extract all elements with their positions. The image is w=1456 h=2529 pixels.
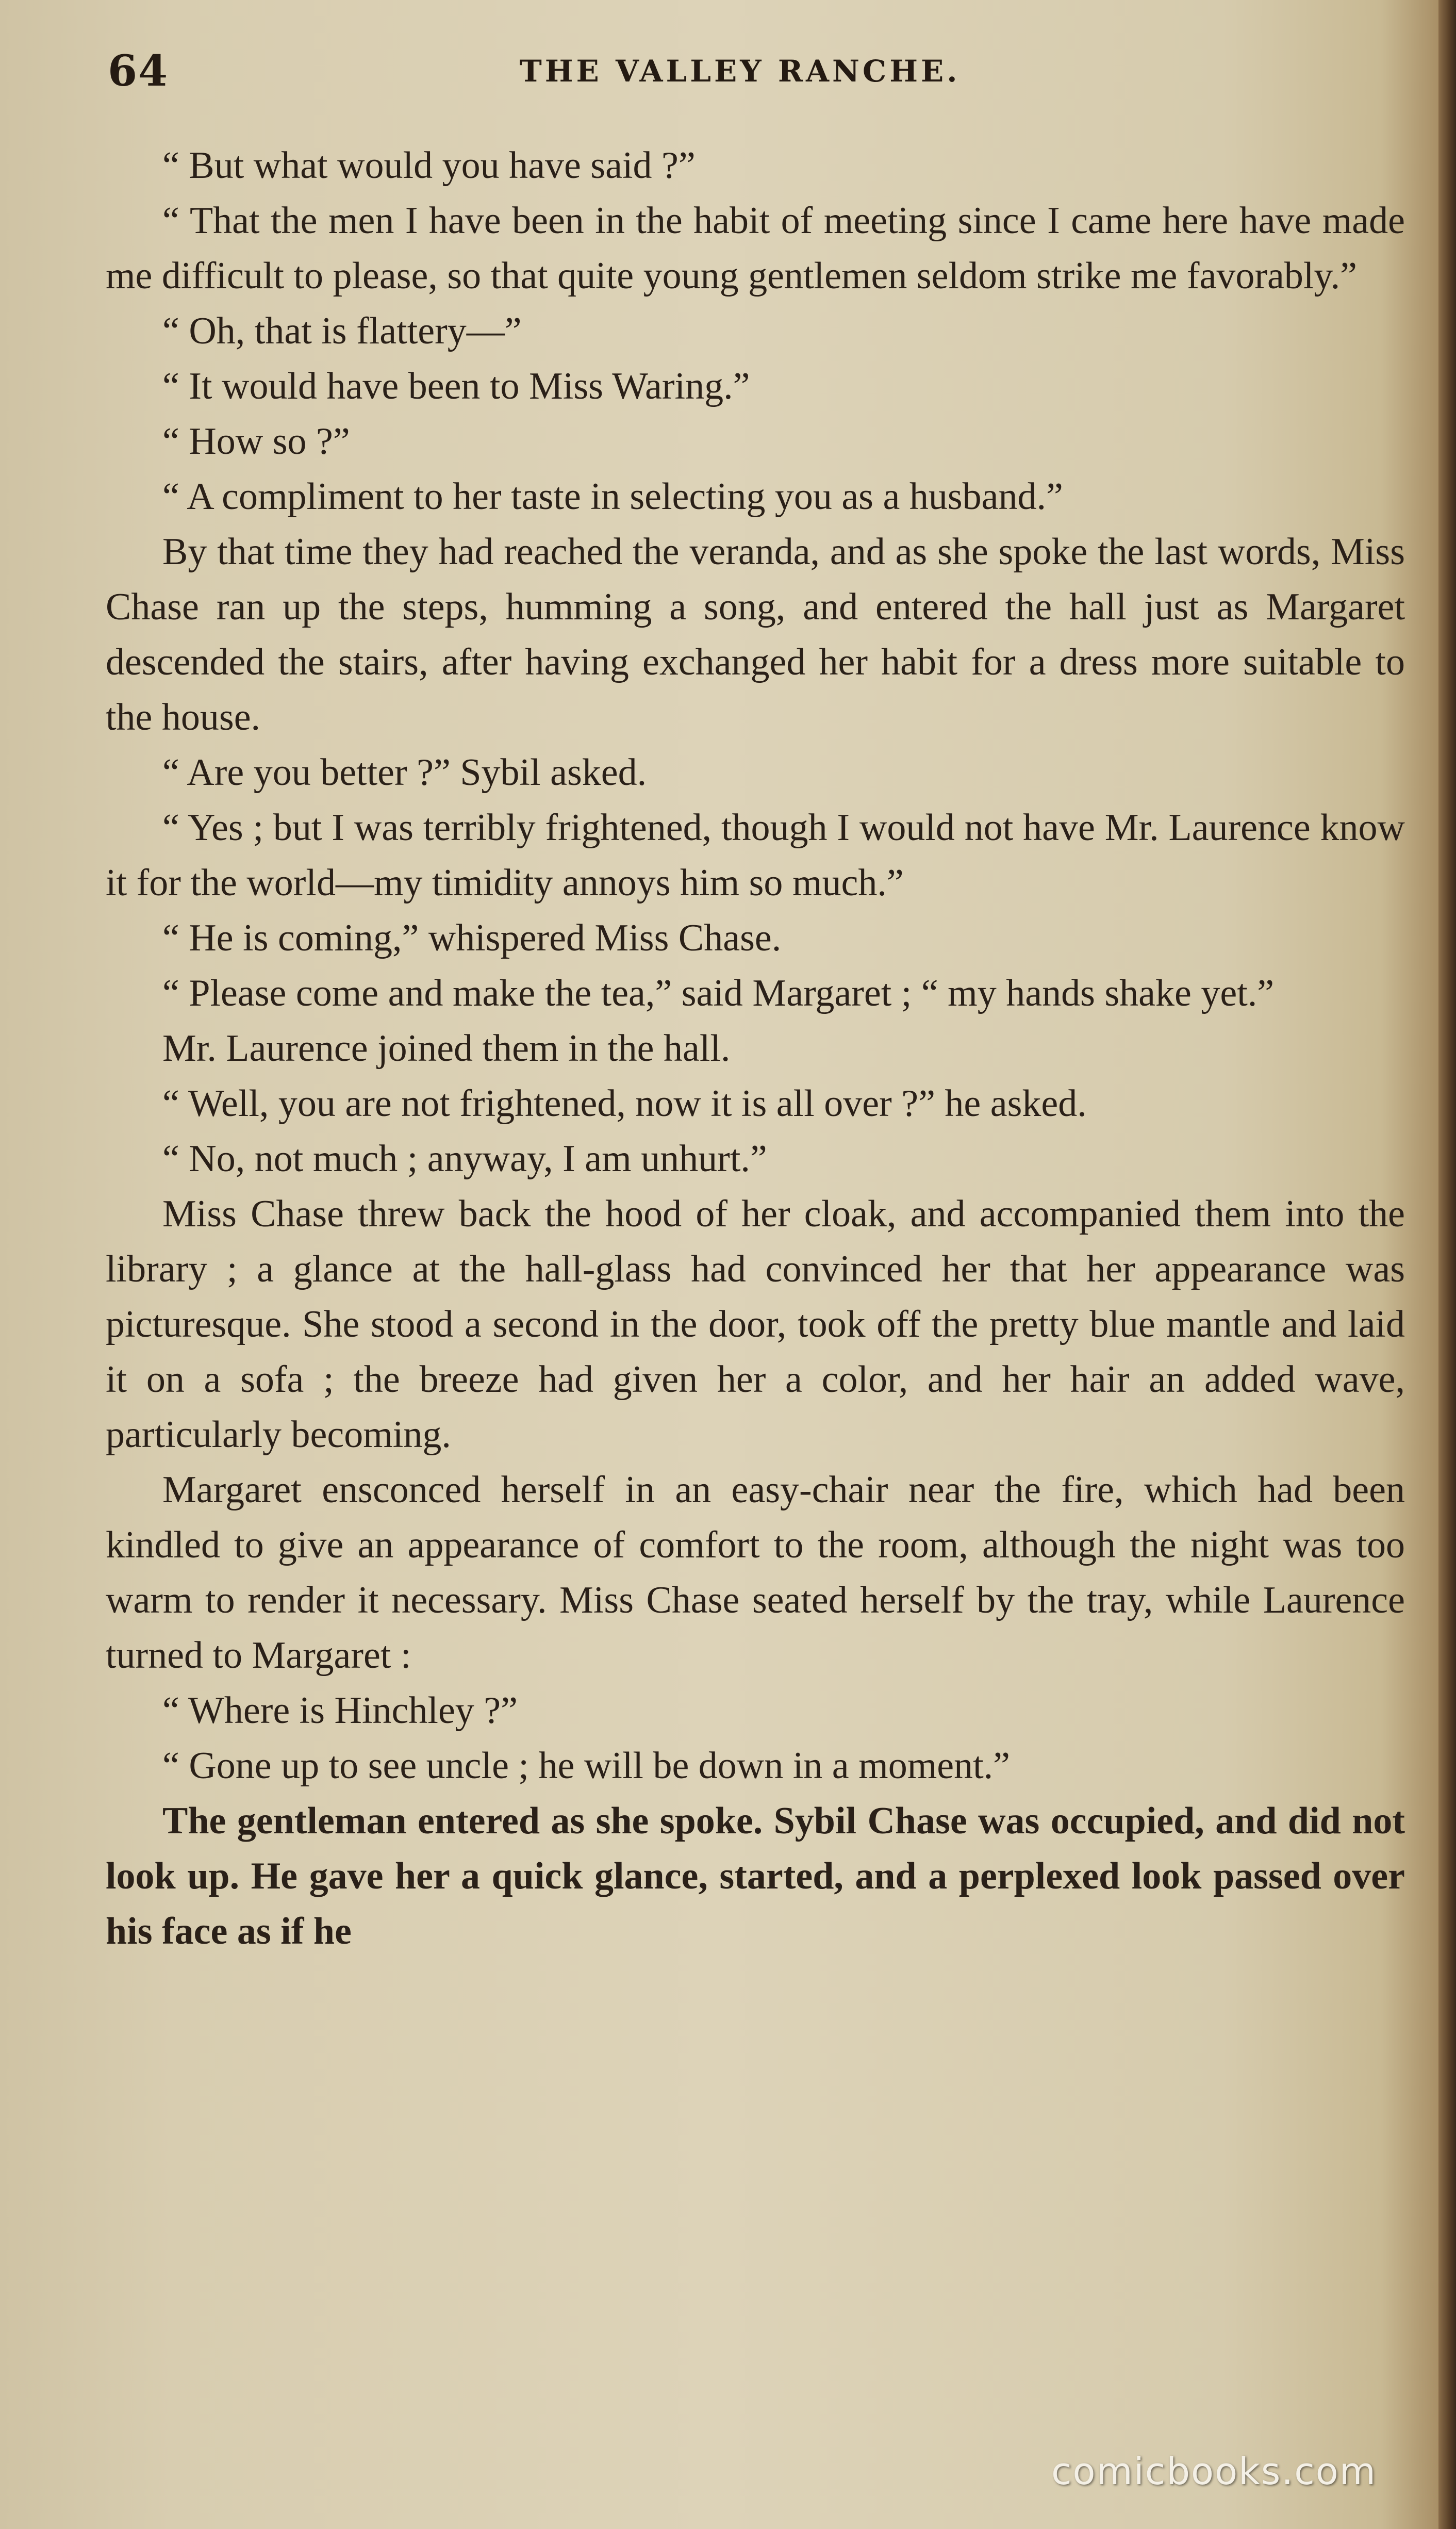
paragraph: By that time they had reached the veranda, and as she spoke the last words, Miss Chase ran up the steps, humming a song, and entered the hall just as Margaret descended the stairs, after having exchanged her habit for a dress more suitable to the house. [106,531,1405,738]
body-text [106,138,1405,1959]
watermark: comicbooks.com [1051,2450,1377,2493]
paragraph: “ Well, you are not frightened, now it is all over ?” he asked. [162,1082,1087,1125]
paragraph: “ No, not much ; anyway, I am unhurt.” [162,1138,767,1180]
paragraph: Mr. Laurence joined them in the hall. [162,1027,731,1070]
paragraph: “ He is coming,” whispered Miss Chase. [162,917,782,959]
paragraph: “ Yes ; but I was terribly frightened, though I would not have Mr. Laurence know it for the world—my timidity annoys him so much.” [106,807,1405,904]
paragraph: “ But what would you have said ?” [162,144,696,187]
paragraph: “ Gone up to see uncle ; he will be down in a moment.” [162,1745,1011,1787]
paragraph: Margaret ensconced herself in an easy-chair near the fire, which had been kindled to give an appearance of comfort to the room, although the night was too warm to render it necessary. Miss Chase seated herself by the tray, while Laurence turned to Margaret : [106,1469,1405,1677]
paragraph: “ Are you better ?” Sybil asked. [162,751,647,794]
paragraph: “ Oh, that is flattery—” [162,310,522,352]
paragraph: “ Where is Hinchley ?” [162,1689,518,1732]
page-number: 64 [108,46,169,96]
paragraph: Miss Chase threw back the hood of her cloak, and accompanied them into the library ; a glance at the hall-glass had convinced her that her appearance was picturesque. She stood a second in the door, took off the pretty blue mantle and laid it on a sofa ; the breeze had given her a color, and her hair an added wave, particularly becoming. [106,1193,1405,1456]
paragraph: “ A compliment to her taste in selecting you as a husband.” [162,475,1063,518]
paragraph: “ It would have been to Miss Waring.” [162,365,750,407]
page-header [101,42,1410,99]
paragraph: “ Please come and make the tea,” said Margaret ; “ my hands shake yet.” [162,972,1275,1014]
paragraph: The gentleman entered as she spoke. Sybil Chase was occupied, and did not look up. He gave her a quick glance, started, and a perplexed look passed over his face as if he [106,1800,1405,1952]
paragraph: “ That the men I have been in the habit of meeting since I came here have made me difficult to please, so that quite young gentlemen seldom strike me favorably.” [106,200,1405,297]
running-title: THE VALLEY RANCHE. [519,54,961,89]
paragraph: “ How so ?” [162,420,350,463]
page-edge [1438,0,1456,2529]
